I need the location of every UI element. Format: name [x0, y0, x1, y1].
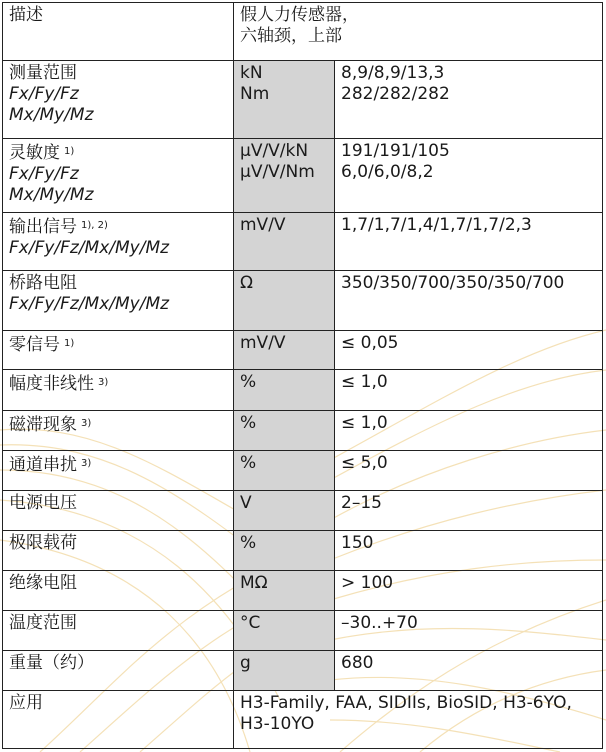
table-row [3, 571, 603, 611]
row-label: 磁滞现象 $^{3)}$ [3, 411, 234, 451]
row-value: 假人力传感器， 六轴颈，上部 [234, 3, 603, 61]
row-value: H3-Family, FAA, SIDIIs, BioSID, H3-6YO, H3-10YO [234, 691, 603, 749]
table-row [3, 331, 603, 370]
table-row [3, 451, 603, 491]
footnote-marker: 1) [64, 146, 75, 157]
footnote-marker: 1) [64, 338, 75, 349]
row-label: 重量（约） [3, 651, 234, 691]
footnote-marker: 1), 2) [81, 220, 108, 231]
table-row [3, 3, 603, 61]
row-value: ≤ 1,0 [335, 411, 603, 451]
row-unit: MΩ [234, 571, 335, 611]
row-unit: Ω [234, 271, 335, 331]
row-unit: mV/V [234, 213, 335, 271]
row-unit: % [234, 370, 335, 411]
row-label: 极限载荷 [3, 531, 234, 571]
row-label: 灵敏度 $^{1)}$ Fx/Fy/Fz Mx/My/Mz [3, 139, 234, 213]
row-unit: g [234, 651, 335, 691]
footnote-marker: 3) [81, 458, 92, 469]
row-value: 150 [335, 531, 603, 571]
row-label: 测量范围 Fx/Fy/Fz Mx/My/Mz [3, 61, 234, 139]
footnote-marker: 3) [98, 377, 109, 388]
row-value: 8,9/8,9/13,3 282/282/282 [335, 61, 603, 139]
table-row [3, 271, 603, 331]
table-row [3, 691, 603, 749]
row-value: 2–15 [335, 491, 603, 531]
row-value: 191/191/105 6,0/6,0/8,2 [335, 139, 603, 213]
footnote-marker: 3) [81, 418, 92, 429]
table-row [3, 531, 603, 571]
table-row [3, 411, 603, 451]
row-label: 桥路电阻 Fx/Fy/Fz/Mx/My/Mz [3, 271, 234, 331]
table-row [3, 611, 603, 651]
row-value: ≤ 5,0 [335, 451, 603, 491]
table-row [3, 213, 603, 271]
row-label: 通道串扰 $^{3)}$ [3, 451, 234, 491]
row-unit: % [234, 451, 335, 491]
row-value: ≤ 0,05 [335, 331, 603, 370]
table-row [3, 491, 603, 531]
row-label: 电源电压 [3, 491, 234, 531]
row-label: 应用 [3, 691, 234, 749]
row-unit: % [234, 411, 335, 451]
row-label: 温度范围 [3, 611, 234, 651]
row-unit: V [234, 491, 335, 531]
row-label: 幅度非线性 $^{3)}$ [3, 370, 234, 411]
row-value: 350/350/700/350/350/700 [335, 271, 603, 331]
row-value: > 100 [335, 571, 603, 611]
table-row [3, 139, 603, 213]
row-label: 零信号 $^{1)}$ [3, 331, 234, 370]
row-unit: % [234, 531, 335, 571]
row-unit: kN Nm [234, 61, 335, 139]
row-unit: mV/V [234, 331, 335, 370]
row-value: 680 [335, 651, 603, 691]
table-row [3, 651, 603, 691]
spec-table [2, 2, 603, 749]
table-row [3, 370, 603, 411]
row-value: 1,7/1,7/1,4/1,7/1,7/2,3 [335, 213, 603, 271]
row-label: 输出信号 $^{1), 2)}$ Fx/Fy/Fz/Mx/My/Mz [3, 213, 234, 271]
row-value: ≤ 1,0 [335, 370, 603, 411]
row-unit: µV/V/kN µV/V/Nm [234, 139, 335, 213]
row-value: –30..+70 [335, 611, 603, 651]
row-unit: °C [234, 611, 335, 651]
row-label: 绝缘电阻 [3, 571, 234, 611]
table-row [3, 61, 603, 139]
row-label: 描述 [3, 3, 234, 61]
